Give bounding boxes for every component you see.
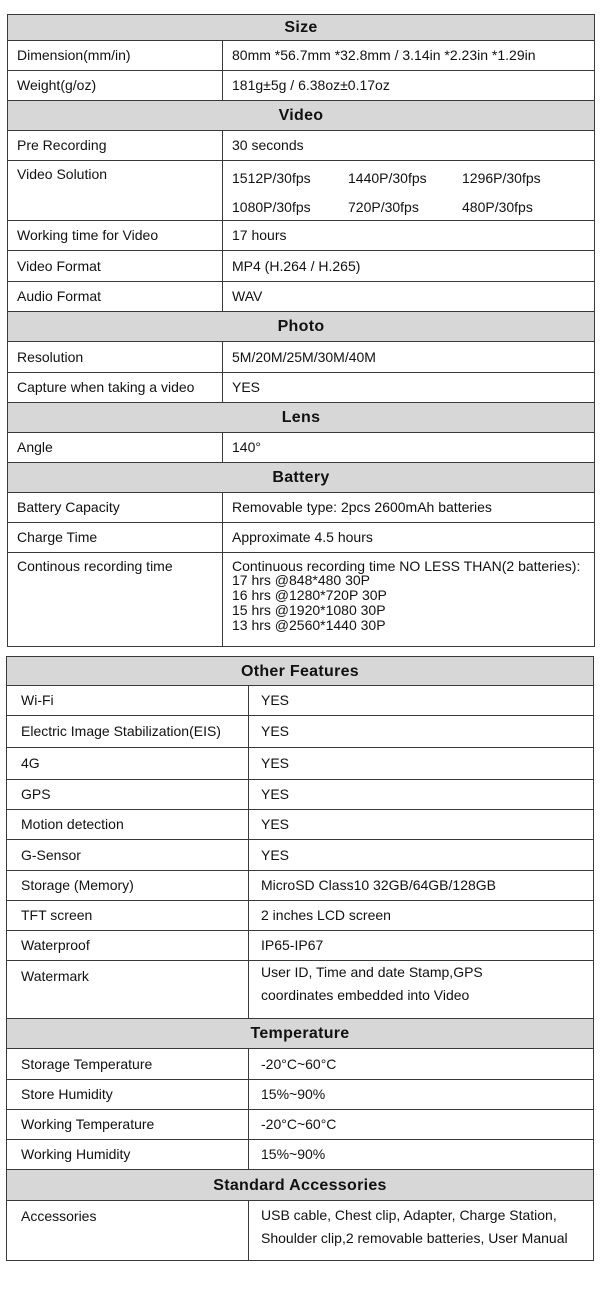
spec-row-store-humidity: [7, 1080, 594, 1110]
section-header-battery: [8, 463, 595, 493]
spec-label: GPS: [7, 780, 249, 810]
section-title-video: Video: [8, 101, 595, 131]
spec-row-weight: [8, 71, 595, 101]
spec-row-wifi: [7, 686, 594, 716]
section-title-photo: Photo: [8, 312, 595, 342]
spec-label: Pre Recording: [8, 131, 223, 161]
spec-row-video-format: [8, 251, 595, 282]
spec-label: Dimension(mm/in): [8, 41, 223, 71]
spec-row-watermark: [7, 961, 594, 1019]
spec-label: Charge Time: [8, 523, 223, 553]
spec-label: Watermark: [7, 961, 249, 1019]
spec-value: YES: [249, 716, 594, 748]
recording-line: 15 hrs @1920*1080 30P: [232, 602, 386, 618]
spec-value-multiline: [249, 1201, 594, 1261]
spec-value: 15%~90%: [249, 1140, 594, 1170]
recording-line: 13 hrs @2560*1440 30P: [232, 617, 386, 633]
resolution-item: 1080P/30fps: [232, 199, 311, 215]
spec-label: Resolution: [8, 342, 223, 373]
spec-row-continuous-recording: [8, 553, 595, 647]
spec-label: Store Humidity: [7, 1080, 249, 1110]
spec-table-primary: [7, 14, 595, 647]
spec-row-angle: [8, 433, 595, 463]
resolution-item: 1440P/30fps: [348, 170, 427, 186]
spec-value: IP65-IP67: [249, 931, 594, 961]
spec-row-gps: [7, 780, 594, 810]
spec-label: Motion detection: [7, 810, 249, 840]
spec-label: Waterproof: [7, 931, 249, 961]
spec-value: YES: [249, 780, 594, 810]
spec-row-storage: [7, 871, 594, 901]
spec-value: 30 seconds: [223, 131, 595, 161]
spec-row-battery-capacity: [8, 493, 595, 523]
spec-label: Electric Image Stabilization(EIS): [7, 716, 249, 748]
spec-value: 2 inches LCD screen: [249, 901, 594, 931]
spec-value: -20°C~60°C: [249, 1049, 594, 1080]
spec-row-audio-format: [8, 282, 595, 312]
spec-value: YES: [223, 373, 595, 403]
section-header-other-features: [7, 657, 594, 686]
section-title-size: Size: [8, 15, 595, 41]
spec-value: MicroSD Class10 32GB/64GB/128GB: [249, 871, 594, 901]
spec-row-working-temperature: [7, 1110, 594, 1140]
spec-label: Angle: [8, 433, 223, 463]
recording-line: Continuous recording time NO LESS THAN(2 batteries):: [232, 558, 581, 574]
spec-label: Working Humidity: [7, 1140, 249, 1170]
spec-label: G-Sensor: [7, 840, 249, 871]
spec-value-multiline: [223, 553, 595, 647]
spec-label: Storage (Memory): [7, 871, 249, 901]
spec-label: TFT screen: [7, 901, 249, 931]
spec-label: Continous recording time: [8, 553, 223, 647]
spec-table-secondary: [6, 656, 594, 1261]
section-title-temperature: Temperature: [7, 1019, 594, 1049]
section-header-temperature: [7, 1019, 594, 1049]
section-title-battery: Battery: [8, 463, 595, 493]
section-header-photo: [8, 312, 595, 342]
section-header-video: [8, 101, 595, 131]
accessories-line: Shoulder clip,2 removable batteries, User Manual: [261, 1230, 568, 1246]
spec-value: 80mm *56.7mm *32.8mm / 3.14in *2.23in *1.29in: [223, 41, 595, 71]
spec-label: Storage Temperature: [7, 1049, 249, 1080]
spec-label: Video Solution: [8, 161, 223, 221]
section-header-accessories: [7, 1170, 594, 1201]
spec-value: 5M/20M/25M/30M/40M: [223, 342, 595, 373]
accessories-line: USB cable, Chest clip, Adapter, Charge Station,: [261, 1207, 557, 1223]
spec-label: Video Format: [8, 251, 223, 282]
spec-row-motion-detection: [7, 810, 594, 840]
spec-row-working-time: [8, 221, 595, 251]
resolution-item: 720P/30fps: [348, 199, 419, 215]
spec-label: Wi-Fi: [7, 686, 249, 716]
recording-line: 17 hrs @848*480 30P: [232, 572, 370, 588]
spec-value: -20°C~60°C: [249, 1110, 594, 1140]
resolution-item: 480P/30fps: [462, 199, 533, 215]
recording-line: 16 hrs @1280*720P 30P: [232, 587, 387, 603]
spec-value: YES: [249, 748, 594, 780]
spec-label: Working Temperature: [7, 1110, 249, 1140]
watermark-line: User ID, Time and date Stamp,GPS: [261, 964, 483, 980]
spec-row-eis: [7, 716, 594, 748]
spec-value: 15%~90%: [249, 1080, 594, 1110]
watermark-line: coordinates embedded into Video: [261, 987, 470, 1003]
spec-value: 17 hours: [223, 221, 595, 251]
spec-label: Working time for Video: [8, 221, 223, 251]
spec-row-capture: [8, 373, 595, 403]
spec-row-4g: [7, 748, 594, 780]
resolution-grid: [232, 166, 594, 216]
spec-value: 181g±5g / 6.38oz±0.17oz: [223, 71, 595, 101]
spec-label: Capture when taking a video: [8, 373, 223, 403]
spec-value: YES: [249, 810, 594, 840]
spec-value: WAV: [223, 282, 595, 312]
spec-value: 140°: [223, 433, 595, 463]
spec-value: Removable type: 2pcs 2600mAh batteries: [223, 493, 595, 523]
spec-row-storage-temperature: [7, 1049, 594, 1080]
spec-value: Approximate 4.5 hours: [223, 523, 595, 553]
spec-row-video-solution: [8, 161, 595, 221]
spec-value-resolutions: [223, 161, 595, 221]
spec-row-tft-screen: [7, 901, 594, 931]
spec-label: Weight(g/oz): [8, 71, 223, 101]
spec-value: MP4 (H.264 / H.265): [223, 251, 595, 282]
spec-label: Accessories: [7, 1201, 249, 1261]
spec-row-resolution: [8, 342, 595, 373]
resolution-item: 1296P/30fps: [462, 170, 541, 186]
section-header-size: [8, 15, 595, 41]
spec-row-g-sensor: [7, 840, 594, 871]
spec-row-waterproof: [7, 931, 594, 961]
spec-value: YES: [249, 840, 594, 871]
spec-value: YES: [249, 686, 594, 716]
spec-row-charge-time: [8, 523, 595, 553]
spec-value-multiline: [249, 961, 594, 1019]
section-title-other-features: Other Features: [7, 657, 594, 686]
spec-row-dimension: [8, 41, 595, 71]
spec-label: 4G: [7, 748, 249, 780]
spec-row-pre-recording: [8, 131, 595, 161]
section-title-lens: Lens: [8, 403, 595, 433]
section-header-lens: [8, 403, 595, 433]
spec-label: Audio Format: [8, 282, 223, 312]
resolution-item: 1512P/30fps: [232, 170, 311, 186]
spec-row-working-humidity: [7, 1140, 594, 1170]
section-title-accessories: Standard Accessories: [7, 1170, 594, 1201]
spec-label: Battery Capacity: [8, 493, 223, 523]
spec-row-accessories: [7, 1201, 594, 1261]
